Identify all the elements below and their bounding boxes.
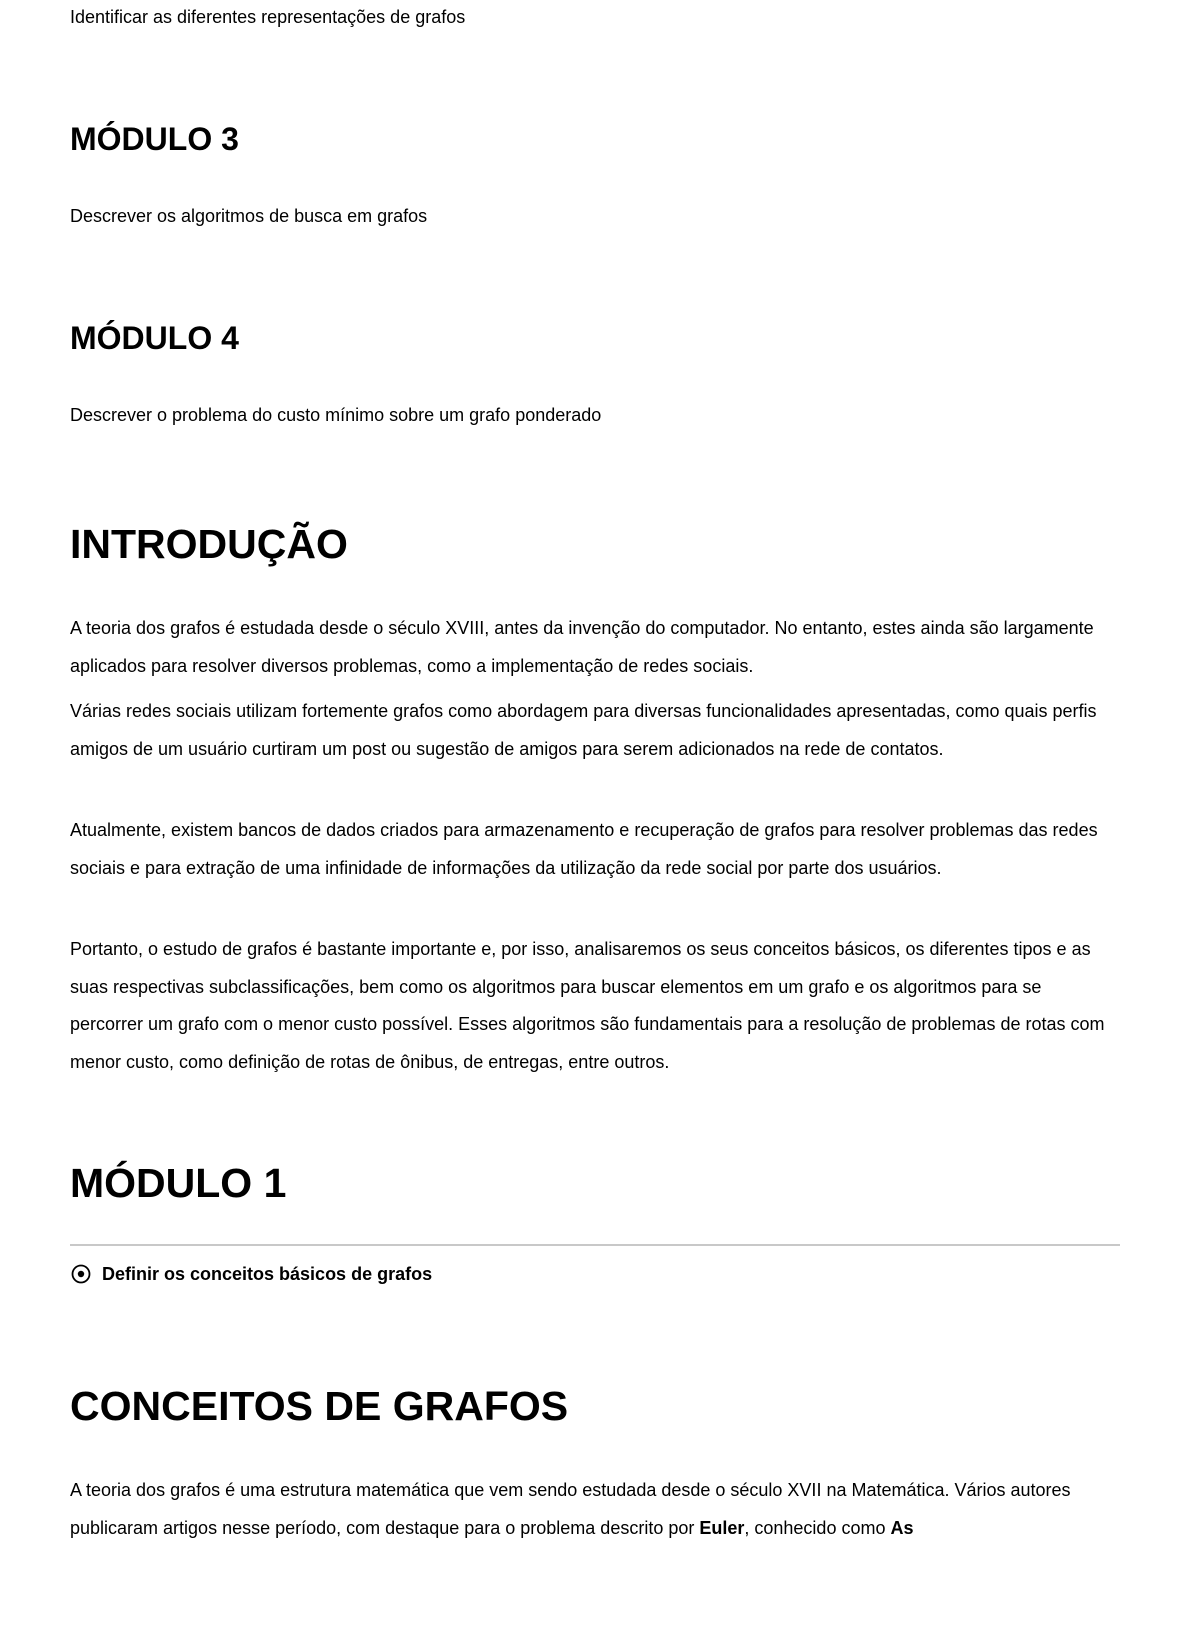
module1-objective xyxy=(70,1263,432,1285)
top-objective-text: Identificar as diferentes representações de grafos xyxy=(70,7,466,27)
concepts-text-part2: , conhecido como xyxy=(744,1517,891,1538)
module3-heading: MÓDULO 3 xyxy=(70,121,239,157)
concepts-paragraph xyxy=(70,1472,1115,1547)
as-term: As xyxy=(890,1517,914,1538)
target-icon xyxy=(70,1263,92,1285)
module3-objective-text: Descrever os algoritmos de busca em grafos xyxy=(70,206,428,226)
introduction-heading: INTRODUÇÃO xyxy=(70,521,348,567)
module4-heading: MÓDULO 4 xyxy=(70,320,239,356)
intro-paragraph-3: Atualmente, existem bancos de dados criados para armazenamento e recuperação de grafos para resolver problemas das redes sociais e para extração de uma infinidade de informações da utilização da rede social por parte dos usuários. xyxy=(70,820,1098,878)
intro-paragraph-4: Portanto, o estudo de grafos é bastante importante e, por isso, analisaremos os seus conceitos básicos, os diferentes tipos e as suas respectivas subclassificações, bem como os algoritmos para buscar elementos em um grafo e os algoritmos para se percorrer um grafo com o menor custo possível. Esses algoritmos são fundamentais para a resolução de problemas de rotas com menor custo, como definição de rotas de ônibus, de entregas, entre outros. xyxy=(70,939,1105,1072)
intro-paragraph-2: Várias redes sociais utilizam fortemente grafos como abordagem para diversas funcionalidades apresentadas, como quais perfis amigos de um usuário curtiram um post ou sugestão de amigos para serem adicionados na rede de contatos. xyxy=(70,701,1097,759)
module1-heading: MÓDULO 1 xyxy=(70,1160,287,1206)
module4-objective-text: Descrever o problema do custo mínimo sobre um grafo ponderado xyxy=(70,405,602,425)
concepts-text-part1: A teoria dos grafos é uma estrutura matemática que vem sendo estudada desde o século XVII na Matemática. Vários autores publicaram artigos nesse período, com destaque para o problema descrito por xyxy=(70,1480,1071,1538)
intro-paragraph-1: A teoria dos grafos é estudada desde o século XVIII, antes da invenção do computador. No entanto, estes ainda são largamente aplicados para resolver diversos problemas, como a implementação de redes sociais. xyxy=(70,618,1094,676)
module1-objective-label: Definir os conceitos básicos de grafos xyxy=(102,1264,433,1284)
section-divider xyxy=(70,1244,1120,1246)
concepts-heading: CONCEITOS DE GRAFOS xyxy=(70,1383,569,1429)
euler-term: Euler xyxy=(699,1517,745,1538)
